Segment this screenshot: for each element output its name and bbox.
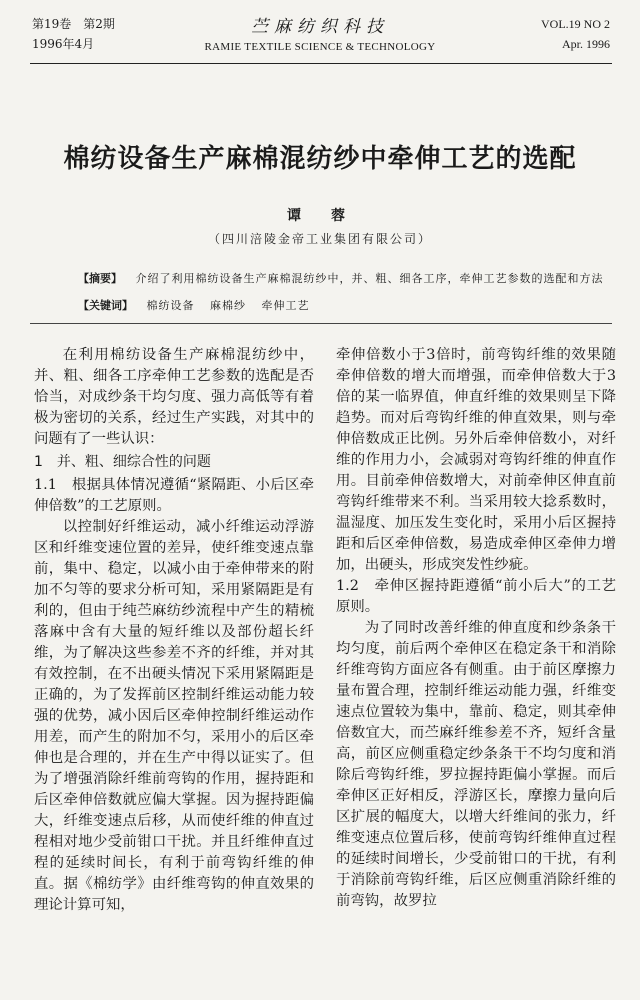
abstract-text: 介绍了利用棉纺设备生产麻棉混纺纱中，并、粗、细各工序，牵伸工艺参数的选配和方法 bbox=[135, 272, 604, 285]
header-right bbox=[541, 14, 610, 54]
abstract-row bbox=[78, 270, 604, 286]
article-title: 棉纺设备生产麻棉混纺纱中牵伸工艺的选配 bbox=[63, 144, 577, 174]
keyword-item: 麻棉纱 bbox=[210, 299, 246, 312]
body-column-right bbox=[336, 345, 616, 912]
abstract-label: 【摘要】 bbox=[78, 272, 122, 285]
volume-issue-en: VOL.19 NO 2 bbox=[541, 17, 610, 31]
subsection-heading: 1.2 牵伸区握持距遵循“前小后大”的工艺原则。 bbox=[336, 578, 616, 615]
volume-issue: 第19卷 第2期 bbox=[32, 17, 115, 31]
issue-date-en: Apr. 1996 bbox=[562, 37, 610, 51]
header-left bbox=[32, 14, 115, 54]
body-paragraph: 牵伸倍数小于3倍时，前弯钩纤维的效果随牵伸倍数的增大而增强，而牵伸倍数大于3倍的某一临界值，伸直纤维的效果则呈下降趋势。而对后弯钩纤维的伸直效果，则与牵伸倍数成正比例。另外后牵伸倍数小，对纤维的作用力小，会减弱对弯钩纤维的伸直作用。目前牵伸倍数增大，对前牵伸区伸直前弯钩纤维带来不利。当采用较大捻系数时，温湿度、加压发生变化时，采用小后区握持距和后区牵伸倍数，易造成牵伸区牵伸力增加，出硬头，形成突发性纱疵。 bbox=[336, 347, 616, 573]
author-affiliation: （四川涪陵金帝工业集团有限公司） bbox=[207, 232, 432, 246]
keywords-label: 【关键词】 bbox=[78, 299, 133, 312]
header-center bbox=[170, 12, 470, 53]
body-paragraph: 以控制好纤维运动，减小纤维运动浮游区和纤维变速位置的差异，使纤维变速点靠前，集中、稳定，以减小由于牵伸带来的附加不匀等的要求分析可知，采用紧隔距是有利的，但由于纯苎麻纺纱流程中产生的精梳落麻中含有大量的短纤维以及部份超长纤维，为了解决这些参差不齐的纤维，并对其有效控制，在不出硬头情况下采用紧隔距是正确的，为了发挥前区控制纤维运动能力较强的优势，减小因后区牵伸控制纤维运动作用差，而产生的附加不匀，采用小的后区牵伸也是合理的，并在生产中得以证实了。但为了增强消除纤维前弯钩的作用，握持距和后区牵伸倍数就应偏大掌握。因为握持距偏大，纤维变速点后移，从而使纤维的伸直过程相对地少受前钳口干扰。并且纤维伸直过程的延续时间长，有利于前弯钩纤维的伸直。据《棉纺学》由纤维弯钩的伸直效果的理论计算可知， bbox=[34, 519, 314, 913]
issue-date-cn: 1996年4月 bbox=[32, 37, 95, 51]
abstract-rule bbox=[30, 323, 612, 324]
keyword-item: 棉纺设备 bbox=[146, 299, 195, 312]
journal-name-cn: 苎麻纺织科技 bbox=[251, 17, 389, 37]
header-rule bbox=[30, 63, 612, 64]
section-heading: 1 并、粗、细综合性的问题 bbox=[34, 454, 211, 470]
keyword-item: 牵伸工艺 bbox=[261, 299, 310, 312]
subsection-heading: 1.1 根据具体情况遵循“紧隔距、小后区牵伸倍数”的工艺原则。 bbox=[34, 477, 314, 514]
body-paragraph: 为了同时改善纤维的伸直度和纱条条干均匀度，前后两个牵伸区在稳定条干和消除纤维弯钩方面应各有侧重。由于前区摩擦力量布置合理，控制纤维运动能力强，纤维变速点位置较为集中，靠前、稳定，则其牵伸倍数宜大，而苎麻纤维参差不齐，短纤含量高，前区应侧重稳定纱条条干不均匀度和消除后弯钩纤维，罗拉握持距偏小掌握。而后牵伸区正好相反，浮游区长，摩擦力量向后区扩展的幅度大，以增大纤维间的张力，纤维变速点位置后移，使前弯钩纤维伸直过程的延续时间增长，少受前钳口的干扰，有利于消除前弯钩纤维，后区应侧重消除纤维的前弯钩，故罗拉 bbox=[336, 620, 616, 909]
body-column-left bbox=[34, 345, 314, 916]
keywords-row bbox=[78, 297, 310, 313]
author-name: 谭 蓉 bbox=[287, 208, 353, 224]
intro-paragraph: 在利用棉纺设备生产麻棉混纺纱中，并、粗、细各工序牵伸工艺参数的选配是否恰当，对成纱条干均匀度、强力高低等有着极为密切的关系，经过生产实践，对其中的问题有了一些认识： bbox=[34, 347, 314, 447]
journal-name-en: RAMIE TEXTILE SCIENCE & TECHNOLOGY bbox=[204, 41, 436, 53]
